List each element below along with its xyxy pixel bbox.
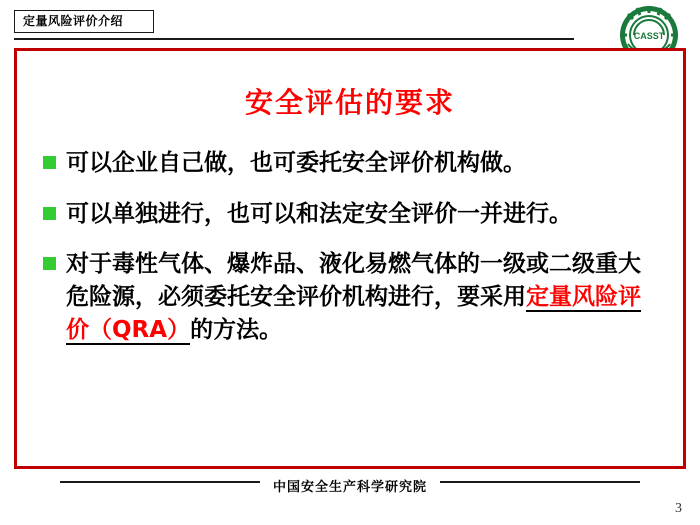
header-tab: 定量风险评价介绍 <box>14 10 154 33</box>
list-item <box>43 198 657 231</box>
list-item <box>43 147 657 180</box>
bullet-highlight: 定量风险评价（QRA） <box>66 283 641 343</box>
bullet-text-post: 的方法。 <box>190 316 283 343</box>
list-item <box>43 248 657 346</box>
slide-title: 安全评估的要求 <box>244 86 455 119</box>
footer-organization: 中国安全生产科学研究院 <box>272 479 427 494</box>
bullet-text-pre: 对于毒性气体、爆炸品、液化易燃气体的一级或二级重大危险源，必须委托安全评价机构进行，要采用 <box>66 251 641 310</box>
page-number: 3 <box>675 501 682 516</box>
bullet-list <box>43 147 657 346</box>
bullet-text: 可以单独进行，也可以和法定安全评价一并进行。 <box>66 200 572 227</box>
green-square-bullet-icon <box>43 257 56 270</box>
green-square-bullet-icon <box>43 156 56 169</box>
header-divider <box>14 38 574 40</box>
bullet-text-rich <box>66 248 657 346</box>
logo-text: CASST <box>633 31 665 41</box>
content-box <box>14 48 686 469</box>
bullet-text: 可以企业自己做，也可委托安全评价机构做。 <box>66 150 526 176</box>
green-square-bullet-icon <box>43 207 56 220</box>
